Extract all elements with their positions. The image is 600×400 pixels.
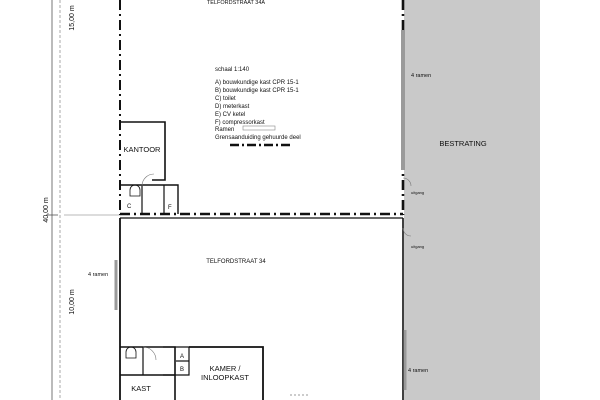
- legend-scale: schaal 1:140: [215, 67, 250, 73]
- kamer-label-line1: KAMER /: [209, 364, 241, 373]
- dimension-bottom-label: 10,00 m: [69, 289, 76, 315]
- legend-item-ramen: Ramen: [215, 127, 235, 133]
- bestrating-label: BESTRATING: [439, 139, 487, 148]
- window-symbol: [243, 126, 275, 130]
- legend-item-a: A) bouwkundige kast CPR 15-1: [215, 80, 299, 86]
- room-b-label: B: [180, 367, 185, 373]
- toilet-bottom-symbol: [126, 347, 136, 358]
- kantoor-label: KANTOOR: [123, 145, 161, 154]
- legend-item-d: D) meterkast: [215, 104, 250, 110]
- uitgang-label-1: uitgang: [411, 190, 425, 195]
- ramen-left-label: 4 ramen: [88, 272, 109, 278]
- ramen-right-bottom-label: 4 ramen: [408, 368, 429, 374]
- toilet-symbol: [130, 185, 140, 196]
- room-a-label: A: [180, 354, 185, 360]
- room-c-label: C: [127, 204, 132, 210]
- legend-item-b: B) bouwkundige kast CPR 15-1: [215, 88, 299, 94]
- legend-item-boundary: Grensaanduiding gehuurde deel: [215, 135, 301, 141]
- kamer-label-line2: INLOOPKAST: [201, 373, 249, 382]
- legend-item-f: F) compressorkast: [215, 120, 265, 126]
- room-f-label: F: [168, 205, 172, 211]
- dimension-top-label: 15,00 m: [69, 5, 76, 31]
- legend-item-c: C) toilet: [215, 96, 236, 102]
- top-address-label: TELFORDSTRAAT 34A: [206, 0, 266, 6]
- dimension-total-label: 40,00 m: [43, 197, 50, 223]
- paving-area: [404, 0, 540, 400]
- kast-label: KAST: [131, 384, 151, 393]
- legend-item-e: E) CV ketel: [215, 112, 246, 118]
- door-swing-bottom: [143, 347, 156, 360]
- bottom-address-label: TELFORDSTRAAT 34: [206, 259, 266, 265]
- uitgang-label-2: uitgang: [411, 244, 425, 249]
- ramen-right-top-label: 4 ramen: [411, 73, 432, 79]
